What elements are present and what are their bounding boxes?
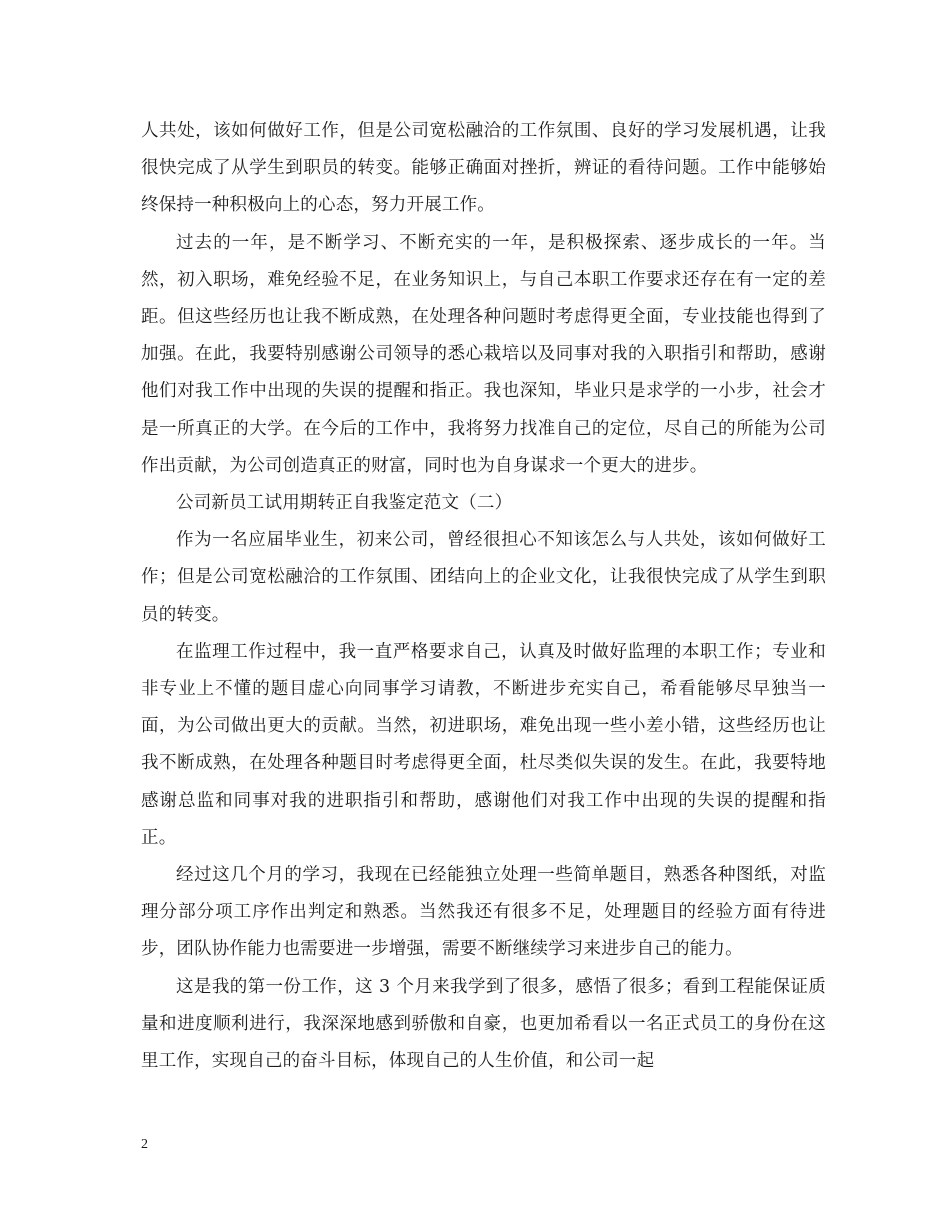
paragraph-5: 经过这几个月的学习，我现在已经能独立处理一些简单题目，熟悉各种图纸，对监理分部分项工序作出判定和熟悉。当然我还有很多不足，处理题目的经验方面有待进步，团队协作能力也需要进一步增强，需要不断继续学习来进步自己的能力。 bbox=[141, 865, 826, 960]
page-number: 2 bbox=[141, 1137, 148, 1152]
paragraph-4: 在监理工作过程中，我一直严格要求自己，认真及时做好监理的本职工作；专业和非专业上不懂的题目虚心向同事学习请教，不断进步充实自己，希看能够尽早独当一面，为公司做出更大的贡献。当然，初进职场，难免出现一些小差小错，这些经历也让我不断成熟，在处理各种题目时考虑得更全面，杜尽类似失误的发生。在此，我要特地感谢总监和同事对我的进职指引和帮助，感谢他们对我工作中出现的失误的提醒和指正。 bbox=[141, 641, 826, 848]
paragraph-3: 作为一名应届毕业生，初来公司，曾经很担心不知该怎么与人共处，该如何做好工作；但是公司宽松融洽的工作氛围、团结向上的企业文化，让我很快完成了从学生到职员的转变。 bbox=[141, 530, 826, 625]
section-heading: 公司新员工试用期转正自我鉴定范文（二） bbox=[176, 493, 513, 514]
paragraph-6: 这是我的第一份工作，这 3 个月来我学到了很多，感悟了很多；看到工程能保证质量和进度顺利进行，我深深地感到骄傲和自豪，也更加希看以一名正式员工的身份在这里工作，实现自己的奋斗目标，体现自己的人生价值，和公司一起 bbox=[141, 976, 826, 1072]
paragraph-2: 过去的一年，是不断学习、不断充实的一年，是积极探索、逐步成长的一年。当然，初入职场，难免经验不足，在业务知识上，与自己本职工作要求还存在有一定的差距。但这些经历也让我不断成熟，在处理各种问题时考虑得更全面，专业技能也得到了加强。在此，我要特别感谢公司领导的悉心栽培以及同事对我的入职指引和帮助，感谢他们对我工作中出现的失误的提醒和指正。我也深知，毕业只是求学的一小步，社会才是一所真正的大学。在今后的工作中，我将努力找准自己的定位，尽自己的所能为公司作出贡献，为公司创造真正的财富，同时也为自身谋求一个更大的进步。 bbox=[141, 232, 826, 476]
paragraph-1: 人共处，该如何做好工作，但是公司宽松融洽的工作氛围、良好的学习发展机遇，让我很快完成了从学生到职员的转变。能够正确面对挫折，辨证的看待问题。工作中能够始终保持一种积极向上的心态，努力开展工作。 bbox=[141, 121, 826, 216]
document-body bbox=[141, 113, 826, 1080]
